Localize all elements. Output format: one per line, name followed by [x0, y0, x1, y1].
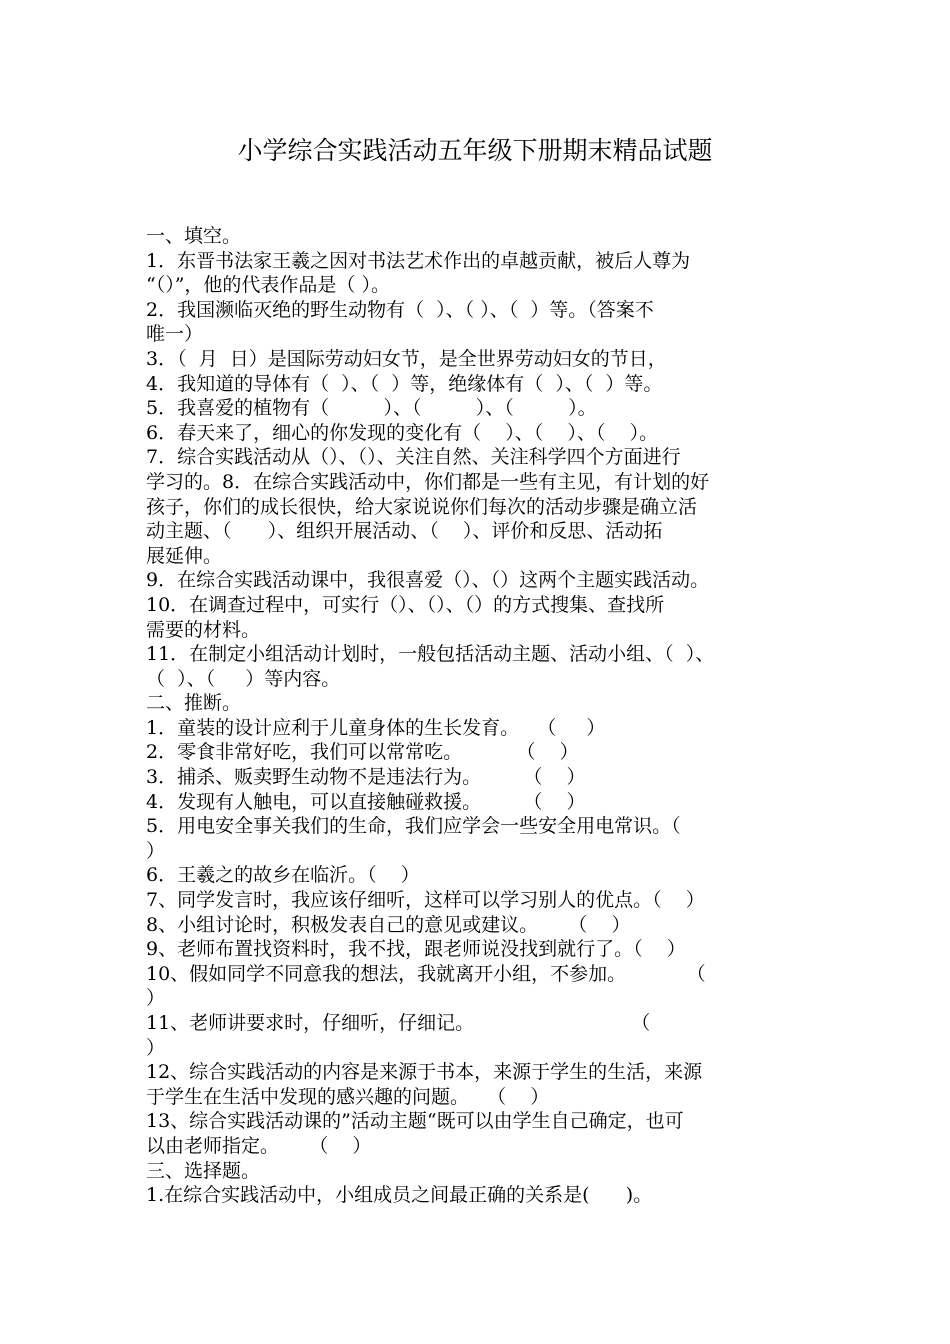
body-line: “（）”，他的代表作品是（ ）。 — [146, 274, 390, 297]
body-line: ） — [146, 839, 166, 862]
page-title: 小学综合实践活动五年级下册期末精品试题 — [237, 136, 713, 165]
body-line: 8、小组讨论时，积极发表自己的意见或建议。 （ ） — [146, 913, 631, 936]
body-line: 10、假如同学不同意我的想法，我就离开小组，不参加。 （ — [146, 962, 706, 985]
body-line: 9、老师布置找资料时，我不找，跟老师说没找到就行了。（ ） — [146, 938, 686, 961]
body-line: 动主题、（ ）、组织开展活动、（ ）、评价和反思、活动拓 — [146, 520, 663, 543]
body-line: 6．王羲之的故乡在临沂。（ ） — [146, 864, 420, 887]
body-line: 7．综合实践活动从（）、（）、关注自然、关注科学四个方面进行 — [146, 446, 681, 469]
body-line: 1．童装的设计应利于儿童身体的生长发育。 （ ） — [146, 716, 606, 739]
body-line: 3．捕杀、贩卖野生动物不是违法行为。 （ ） — [146, 766, 586, 789]
body-line: 于学生在生活中发现的感兴趣的问题。 （ ） — [146, 1085, 550, 1108]
body-line: 孩子，你们的成长很快，给大家说说你们每次的活动步骤是确立活 — [146, 495, 698, 518]
body-line: 9．在综合实践活动课中，我很喜爱（）、（）这两个主题实践活动。 — [146, 569, 710, 592]
body-line: 4．我知道的导体有（ ）、（ ）等，绝缘体有（ ）、（ ）等。 — [146, 372, 663, 395]
body-line: 需要的材料。 — [146, 618, 261, 641]
body-line: 2．我国濒临灭绝的野生动物有（ ）、（ ）、（ ）等。（答案不 — [146, 298, 654, 321]
body-line: 学习的。8．在综合实践活动中，你们都是一些有主见，有计划的好 — [146, 470, 710, 493]
body-line: 6．春天来了，细心的你发现的变化有（ ）、（ ）、（ ）。 — [146, 421, 659, 444]
body-line: 3．（ 月 日）是国际劳动妇女节，是全世界劳动妇女的节日， — [146, 347, 667, 370]
body-line: 10．在调查过程中，可实行（）、（）、（）的方式搜集、查找所 — [146, 593, 665, 616]
body-line: 唯一） — [146, 323, 204, 346]
body-line: 4．发现有人触电，可以直接触碰救援。 （ ） — [146, 790, 586, 813]
body-line: 展延伸。 — [146, 544, 223, 567]
body-line: ） — [146, 1036, 166, 1059]
body-line: （ ）、（ ）等内容。 — [146, 667, 341, 690]
body-line: 1.在综合实践活动中，小组成员之间最正确的关系是( )。 — [146, 1184, 653, 1207]
document-body — [146, 224, 818, 1208]
body-line: 11．在制定小组活动计划时，一般包括活动主题、活动小组、（ ）、 — [146, 643, 715, 666]
body-line: 二、推断。 — [146, 692, 242, 715]
body-line: 5．我喜爱的植物有（ ）、（ ）、（ ）。 — [146, 397, 597, 420]
body-line: 1．东晋书法家王羲之因对书法艺术作出的卓越贡献，被后人尊为 — [146, 249, 691, 272]
body-line: 12、综合实践活动的内容是来源于书本，来源于学生的生活，来源 — [146, 1061, 703, 1084]
body-line: 11、老师讲要求时，仔细听，仔细记。 （ — [146, 1012, 651, 1034]
body-line: 5．用电安全事关我们的生命，我们应学会一些安全用电常识。（ — [146, 815, 681, 838]
body-line: 以由老师指定。 （ ） — [146, 1134, 372, 1157]
body-line: 2．零食非常好吃，我们可以常常吃。 （ ） — [146, 741, 579, 764]
body-line: 13、综合实践活动课的”活动主题“既可以由学生自己确定，也可 — [146, 1110, 684, 1133]
body-line: 7、同学发言时，我应该仔细听，这样可以学习别人的优点。（ ） — [146, 889, 705, 912]
body-line: ） — [146, 987, 166, 1010]
body-line: 三、选择题。 — [146, 1159, 261, 1182]
body-line: 一、填空。 — [146, 225, 242, 247]
